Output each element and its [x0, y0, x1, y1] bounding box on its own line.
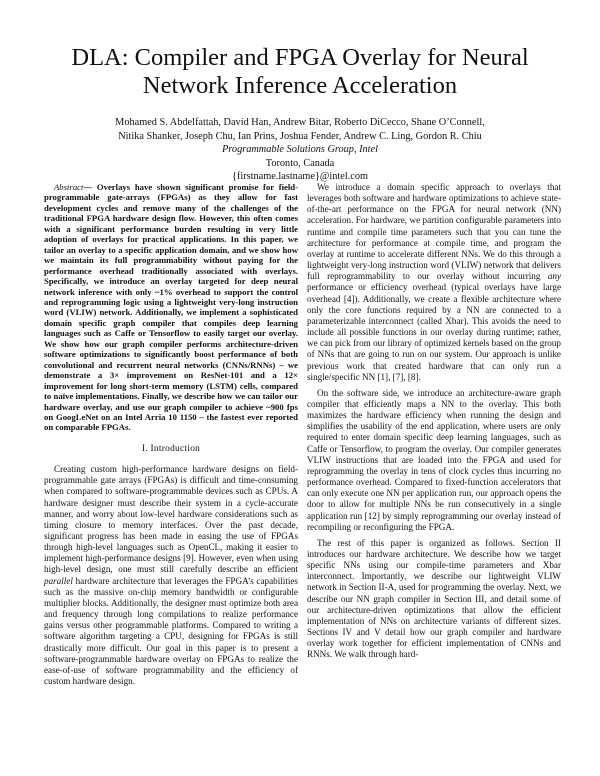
- authors-line-1: Mohamed S. Abdelfattah, David Han, Andrew Bitar, Roberto DiCecco, Shane O’Connell,: [115, 117, 485, 128]
- authors-line-2: Nitika Shanker, Joseph Chu, Ian Prins, Joshua Fender, Andrew C. Ling, Gordon R. Chiu: [118, 130, 482, 142]
- intro-paragraph-4: The rest of this paper is organized as follows. Section II introduces our hardware architecture. We describe how we target specific NNs using our compile-time parameters and Xbar interconnect. Importantly, we describe our lightweight VLIW network in Section II-A, used for programming the overlay. Next, we describe our NN graph compiler in Section III, and detail some of our architecture-driven optimizations that allow the efficient implementation of NNs on architecture variants of different sizes. Sections IV and V detail how our graph compiler and hardware overlay work together for efficient implementation of CNNs and RNNs. We walk through hard-: [307, 537, 561, 660]
- abstract-text-1: Overlays have shown significant promise for field-programmable gate-arrays (FPGAs) as they allow for fast development cycles and remove many of the challenges of the traditional FPGA hardware design flow. However, this often comes with a significant performance burden resulting in very little adoption of overlays for practical applications. In this paper, we tailor an overlay to a specific application domain, and we show how we maintain its full programmability without paying for the performance overhead traditionally associated with overlays. Specifically, we introduce an overlay targeted for deep neural network inference with only ~1% overhead to support the control and reprogramming logic using a lightweight very-long instruction word (VLIW) network. Additionally, we implement a sophisticated domain specific graph compiler that compiles deep learning languages such as Caffe or Tensorflow to easily target our overlay. We show how our graph compiler performs architecture-driven software optimizations to significantly boost performance of both convolutional and recurrent neural networks (CNNs/RNNs) – we demonstrate a 3: [44, 182, 298, 381]
- intro-text-4: performance or efficiency overhead (typical overlays have large overhead [4]). Additionally, we create a flexible architecture where only the core functions required by a NN are connected to a parameterizable interconnect (called Xbar). This avoids the need to include all possible functions in our overlay during runtime; rather, we can pick from our library of optimized kernels based on the group of NNs that are going to run on our system. Our approach is unlike previous work that created hardware that can only run a single/specific NN [1], [7], [8].: [307, 282, 561, 382]
- intro-paragraph-2: [307, 182, 561, 383]
- abstract-text-3b: ï: [62, 391, 66, 402]
- intro-emphasis-any: any: [547, 271, 561, 282]
- paper-title: [0, 44, 600, 100]
- abstract: [44, 182, 298, 433]
- abstract-text-3: improvement for long short-term memory (LSTM) cells, compared to na: [44, 380, 298, 402]
- title-line-1: DLA: Compiler and FPGA Overlay for Neural: [71, 44, 529, 71]
- times-symbol: ×: [114, 370, 120, 381]
- intro-text-2: hardware architecture that leverages the FPGA’s capabilities such as the massive on-chip memory bandwidth or configurable multiplier blocks. Additionally, the designer must optimize both area and frequency through long compilations to realize performance gains versus other programmable platforms. Compared to writing a software algorithm targeting a CPU, designing for FPGAs is still drastically more difficult. Our goal in this paper is to present a software-programmable hardware overlay on FPGAs to realize the ease-of-use of software programmability and the efficiency of custom hardware design.: [44, 575, 298, 686]
- affiliation: Programmable Solutions Group, Intel: [222, 144, 378, 156]
- times-symbol: ×: [293, 370, 298, 381]
- title-line-2: Network Inference Acceleration: [142, 72, 458, 99]
- location: Toronto, Canada: [265, 157, 335, 169]
- section-heading-introduction: I. Introduction: [141, 443, 201, 454]
- intro-paragraph-3: On the software side, we introduce an architecture-aware graph compiler that efficiently maps a NN to the overlay. This both maximizes the hardware efficiency when running the design and simplifies the usability of the end application, where users are only required to enter domain specific deep learning languages, such as Caffe or Tensorflow, to program the overlay. Our compiler generates VLIW instructions that are loaded into the FPGA and used for reprogramming the overlay in tens of clock cycles thus incurring no performance overhead. Compared to fixed-function accelerators that can only execute one NN per application run, our approach opens the door to allow for multiple NNs be run consecutively in a single application run [12] by simply reprogramming our overlay instead of recompiling or reconfiguring the FPGA.: [307, 387, 561, 532]
- intro-emphasis: parallel: [44, 575, 73, 586]
- left-column: [44, 182, 298, 687]
- intro-paragraph-1: [44, 464, 298, 687]
- email: {firstname.lastname}@intel.com: [231, 171, 369, 183]
- abstract-dash: —: [83, 182, 97, 192]
- abstract-text-2: improvement on ResNet-101 and a 12: [119, 370, 294, 381]
- intro-text-3: We introduce a domain specific approach to overlays that leverages both software and hardware optimizations to achieve state-of-the-art performance on the FPGA for neural network (NN) acceleration. For hardware, we partition configurable parameters into runtime and compile time parameters such that you can tune the architecture for performance at compile time, and program the overlay at runtime to accelerate different NNs. We do this through a lightweight very-long instruction word (VLIW) network that delivers full reprogrammability to our overlay without incurring: [307, 182, 561, 282]
- abstract-label: Abstract: [54, 182, 84, 192]
- right-column: [307, 182, 561, 661]
- author-block: [40, 116, 560, 184]
- abstract-text-4: ve implementations. Finally, we describe how we can tailor our hardware overlay, and use our graph compiler to achieve ~900 fps on GoogLeNet on an Intel Arria 10 1150 – the fastest ever reported on comparable FPGAs.: [44, 391, 298, 433]
- intro-text-1: Creating custom high-performance hardware designs on field-programmable gate arrays (FPGAs) is difficult and time-consuming when compared to software-programmable devices such as CPUs. A hardware designer must describe their system in a cycle-accurate manner, and worry about low-level hardware considerations such as timing closure to memory interfaces. Over the past decade, significant progress has been made in easing the use of FPGAs through high-level languages such as OpenCL, making it easier to implement high-performance designs [9]. However, even when using high-level design, one must still carefully describe an efficient: [44, 464, 298, 575]
